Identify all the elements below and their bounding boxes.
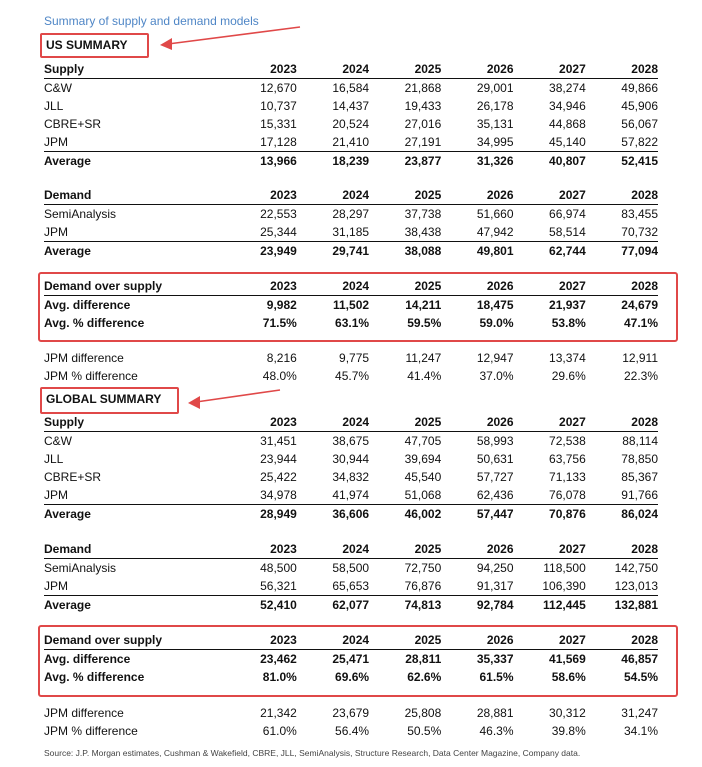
cell-value: 9,775 bbox=[339, 351, 370, 365]
cell-value: 142,750 bbox=[614, 561, 658, 575]
cell-value: 45,906 bbox=[621, 99, 658, 113]
cell-value: 45,140 bbox=[549, 135, 586, 149]
cell-value: 59.0% bbox=[479, 316, 514, 330]
cell-value: 88,114 bbox=[622, 434, 658, 448]
cell-value: 58,500 bbox=[332, 561, 370, 575]
table-row bbox=[44, 486, 658, 505]
cell-value: 61.0% bbox=[262, 724, 297, 738]
section-header: Supply bbox=[44, 413, 225, 432]
cell-value: 28,881 bbox=[476, 706, 514, 720]
cell-value: 76,876 bbox=[404, 579, 442, 593]
row-label: JPM % difference bbox=[44, 369, 138, 383]
cell-value: 62,436 bbox=[476, 488, 514, 502]
cell-value: 66,974 bbox=[549, 207, 586, 221]
row-label: Avg. % difference bbox=[44, 316, 145, 330]
cell-value: 9,982 bbox=[266, 298, 297, 312]
arrow-us-summary bbox=[150, 22, 310, 52]
year-header: 2025 bbox=[369, 60, 441, 79]
table-header-row bbox=[44, 413, 658, 432]
cell-value: 47.1% bbox=[623, 316, 658, 330]
us-supply-table bbox=[44, 60, 658, 170]
year-header: 2028 bbox=[586, 631, 658, 650]
cell-value: 24,679 bbox=[621, 298, 658, 312]
cell-value: 34.1% bbox=[623, 724, 658, 738]
year-header: 2023 bbox=[225, 60, 297, 79]
cell-value: 38,438 bbox=[404, 225, 442, 239]
average-row bbox=[44, 242, 658, 261]
cell-value: 92,784 bbox=[441, 596, 513, 615]
cell-value: 81.0% bbox=[262, 670, 297, 684]
cell-value: 47,705 bbox=[404, 434, 442, 448]
section-header: Demand over supply bbox=[44, 277, 225, 296]
year-header: 2027 bbox=[514, 186, 586, 205]
cell-value: 28,811 bbox=[405, 652, 442, 666]
table-row bbox=[44, 314, 658, 332]
cell-value: 41.4% bbox=[407, 369, 442, 383]
cell-value: 48.0% bbox=[262, 369, 297, 383]
cell-value: 27,016 bbox=[404, 117, 442, 131]
cell-value: 85,367 bbox=[621, 470, 658, 484]
cell-value: 77,094 bbox=[586, 242, 658, 261]
average-row bbox=[44, 152, 658, 171]
cell-value: 132,881 bbox=[586, 596, 658, 615]
year-header: 2026 bbox=[441, 277, 513, 296]
row-label: JPM bbox=[44, 579, 68, 593]
cell-value: 28,949 bbox=[225, 505, 297, 524]
cell-value: 29,001 bbox=[476, 81, 514, 95]
table-row bbox=[44, 367, 658, 385]
row-label: Avg. difference bbox=[44, 298, 131, 312]
cell-value: 34,978 bbox=[260, 488, 297, 502]
global-supply-table bbox=[44, 413, 658, 523]
cell-value: 123,013 bbox=[614, 579, 658, 593]
cell-value: 47,942 bbox=[476, 225, 514, 239]
year-header: 2028 bbox=[586, 186, 658, 205]
cell-value: 57,727 bbox=[476, 470, 514, 484]
year-header: 2026 bbox=[441, 540, 513, 559]
cell-value: 29,741 bbox=[297, 242, 369, 261]
cell-value: 30,944 bbox=[332, 452, 370, 466]
cell-value: 30,312 bbox=[549, 706, 586, 720]
year-header: 2027 bbox=[514, 413, 586, 432]
cell-value: 48,500 bbox=[260, 561, 297, 575]
average-row bbox=[44, 505, 658, 524]
cell-value: 59.5% bbox=[407, 316, 442, 330]
section-header: Demand bbox=[44, 540, 225, 559]
row-label: SemiAnalysis bbox=[44, 561, 117, 575]
row-label: JPM bbox=[44, 488, 68, 502]
cell-value: 8,216 bbox=[266, 351, 297, 365]
year-header: 2028 bbox=[586, 413, 658, 432]
year-header: 2024 bbox=[297, 186, 369, 205]
cell-value: 71.5% bbox=[262, 316, 297, 330]
cell-value: 38,088 bbox=[369, 242, 441, 261]
cell-value: 49,801 bbox=[441, 242, 513, 261]
cell-value: 25,808 bbox=[404, 706, 442, 720]
cell-value: 58,514 bbox=[549, 225, 586, 239]
cell-value: 22,553 bbox=[260, 207, 297, 221]
cell-value: 40,807 bbox=[514, 152, 586, 171]
cell-value: 78,850 bbox=[621, 452, 658, 466]
cell-value: 69.6% bbox=[335, 670, 370, 684]
cell-value: 54.5% bbox=[623, 670, 658, 684]
year-header: 2024 bbox=[297, 60, 369, 79]
year-header: 2026 bbox=[441, 631, 513, 650]
cell-value: 16,584 bbox=[332, 81, 370, 95]
cell-value: 23,679 bbox=[332, 706, 370, 720]
cell-value: 46,002 bbox=[369, 505, 441, 524]
year-header: 2023 bbox=[225, 277, 297, 296]
cell-value: 31,185 bbox=[332, 225, 370, 239]
cell-value: 57,822 bbox=[621, 135, 658, 149]
year-header: 2024 bbox=[297, 540, 369, 559]
cell-value: 19,433 bbox=[404, 99, 442, 113]
cell-value: 37,738 bbox=[404, 207, 442, 221]
year-header: 2025 bbox=[369, 277, 441, 296]
year-header: 2028 bbox=[586, 540, 658, 559]
cell-value: 31,247 bbox=[621, 706, 658, 720]
table-row bbox=[44, 450, 658, 468]
cell-value: 17,128 bbox=[260, 135, 297, 149]
cell-value: 72,538 bbox=[549, 434, 586, 448]
cell-value: 45,540 bbox=[404, 470, 442, 484]
row-label: JPM bbox=[44, 135, 68, 149]
cell-value: 91,317 bbox=[476, 579, 514, 593]
year-header: 2027 bbox=[514, 540, 586, 559]
row-label: JPM % difference bbox=[44, 724, 138, 738]
cell-value: 86,024 bbox=[586, 505, 658, 524]
year-header: 2023 bbox=[225, 540, 297, 559]
cell-value: 76,078 bbox=[549, 488, 586, 502]
cell-value: 12,947 bbox=[476, 351, 514, 365]
page-title: Summary of supply and demand models bbox=[44, 14, 259, 28]
cell-value: 58,993 bbox=[476, 434, 514, 448]
year-header: 2027 bbox=[514, 631, 586, 650]
cell-value: 49,866 bbox=[621, 81, 658, 95]
year-header: 2024 bbox=[297, 631, 369, 650]
year-header: 2025 bbox=[369, 631, 441, 650]
cell-value: 56.4% bbox=[335, 724, 370, 738]
row-label: JPM difference bbox=[44, 351, 124, 365]
table-row bbox=[44, 432, 658, 451]
cell-value: 63,756 bbox=[549, 452, 586, 466]
cell-value: 39,694 bbox=[404, 452, 442, 466]
table-row bbox=[44, 559, 658, 578]
cell-value: 83,455 bbox=[621, 207, 658, 221]
table-row bbox=[44, 468, 658, 486]
year-header: 2025 bbox=[369, 413, 441, 432]
row-label: SemiAnalysis bbox=[44, 207, 117, 221]
year-header: 2025 bbox=[369, 186, 441, 205]
cell-value: 12,670 bbox=[260, 81, 297, 95]
cell-value: 34,832 bbox=[332, 470, 370, 484]
cell-value: 44,868 bbox=[549, 117, 586, 131]
cell-value: 91,766 bbox=[621, 488, 658, 502]
cell-value: 41,569 bbox=[549, 652, 586, 666]
cell-value: 51,068 bbox=[404, 488, 442, 502]
cell-value: 70,876 bbox=[514, 505, 586, 524]
cell-value: 10,737 bbox=[260, 99, 297, 113]
cell-value: 11,502 bbox=[333, 298, 370, 312]
global-demand-over-supply-table bbox=[44, 631, 658, 686]
table-header-row bbox=[44, 60, 658, 79]
cell-value: 52,415 bbox=[586, 152, 658, 171]
cell-value: 13,374 bbox=[549, 351, 586, 365]
cell-value: 28,297 bbox=[332, 207, 370, 221]
row-label: Average bbox=[44, 505, 225, 524]
cell-value: 22.3% bbox=[623, 369, 658, 383]
cell-value: 56,321 bbox=[260, 579, 297, 593]
table-header-row bbox=[44, 186, 658, 205]
cell-value: 36,606 bbox=[297, 505, 369, 524]
table-row bbox=[44, 668, 658, 686]
cell-value: 35,131 bbox=[476, 117, 514, 131]
cell-value: 18,239 bbox=[297, 152, 369, 171]
cell-value: 65,653 bbox=[332, 579, 370, 593]
table-row bbox=[44, 704, 658, 722]
cell-value: 26,178 bbox=[476, 99, 514, 113]
table-header-row bbox=[44, 277, 658, 296]
year-header: 2027 bbox=[514, 277, 586, 296]
cell-value: 46,857 bbox=[621, 652, 658, 666]
year-header: 2025 bbox=[369, 540, 441, 559]
source-note: Source: J.P. Morgan estimates, Cushman & Wakefield, CBRE, JLL, SemiAnalysis, Structure Research, Data Center Magazine, Company data. bbox=[44, 748, 581, 758]
cell-value: 18,475 bbox=[476, 298, 514, 312]
year-header: 2023 bbox=[225, 631, 297, 650]
table-row bbox=[44, 296, 658, 315]
row-label: Avg. difference bbox=[44, 652, 131, 666]
row-label: CBRE+SR bbox=[44, 117, 102, 131]
us-demand-over-supply-table bbox=[44, 277, 658, 332]
table-header-row bbox=[44, 540, 658, 559]
cell-value: 13,966 bbox=[225, 152, 297, 171]
year-header: 2023 bbox=[225, 413, 297, 432]
cell-value: 21,937 bbox=[549, 298, 586, 312]
cell-value: 12,911 bbox=[622, 351, 658, 365]
cell-value: 118,500 bbox=[543, 561, 586, 575]
section-header: Demand bbox=[44, 186, 225, 205]
cell-value: 74,813 bbox=[369, 596, 441, 615]
cell-value: 62,077 bbox=[297, 596, 369, 615]
cell-value: 14,211 bbox=[405, 298, 442, 312]
cell-value: 23,877 bbox=[369, 152, 441, 171]
cell-value: 62,744 bbox=[514, 242, 586, 261]
table-row bbox=[44, 650, 658, 669]
global-jpm-difference-table bbox=[44, 704, 658, 740]
row-label: C&W bbox=[44, 434, 72, 448]
cell-value: 106,390 bbox=[542, 579, 586, 593]
table-row bbox=[44, 97, 658, 115]
cell-value: 23,944 bbox=[260, 452, 297, 466]
cell-value: 70,732 bbox=[621, 225, 658, 239]
cell-value: 21,868 bbox=[404, 81, 442, 95]
row-label: JPM difference bbox=[44, 706, 124, 720]
cell-value: 37.0% bbox=[479, 369, 514, 383]
year-header: 2024 bbox=[297, 413, 369, 432]
year-header: 2026 bbox=[441, 186, 513, 205]
table-row bbox=[44, 79, 658, 98]
cell-value: 23,462 bbox=[260, 652, 297, 666]
cell-value: 35,337 bbox=[476, 652, 514, 666]
table-row bbox=[44, 577, 658, 596]
year-header: 2024 bbox=[297, 277, 369, 296]
cell-value: 112,445 bbox=[514, 596, 586, 615]
cell-value: 62.6% bbox=[407, 670, 442, 684]
cell-value: 20,524 bbox=[332, 117, 370, 131]
cell-value: 29.6% bbox=[551, 369, 586, 383]
row-label: Average bbox=[44, 152, 225, 171]
cell-value: 61.5% bbox=[479, 670, 514, 684]
cell-value: 63.1% bbox=[335, 316, 370, 330]
us-jpm-difference-table bbox=[44, 349, 658, 385]
cell-value: 23,949 bbox=[225, 242, 297, 261]
cell-value: 31,326 bbox=[441, 152, 513, 171]
cell-value: 39.8% bbox=[551, 724, 586, 738]
row-label: Average bbox=[44, 242, 225, 261]
cell-value: 21,342 bbox=[260, 706, 297, 720]
cell-value: 38,274 bbox=[549, 81, 586, 95]
cell-value: 51,660 bbox=[476, 207, 514, 221]
us-demand-table bbox=[44, 186, 658, 260]
global-summary-title: GLOBAL SUMMARY bbox=[40, 387, 179, 414]
row-label: JLL bbox=[44, 99, 64, 113]
cell-value: 15,331 bbox=[260, 117, 297, 131]
table-row bbox=[44, 349, 658, 367]
cell-value: 45.7% bbox=[335, 369, 370, 383]
cell-value: 21,410 bbox=[332, 135, 370, 149]
cell-value: 31,451 bbox=[260, 434, 297, 448]
cell-value: 34,995 bbox=[476, 135, 514, 149]
row-label: JPM bbox=[44, 225, 68, 239]
cell-value: 50.5% bbox=[407, 724, 442, 738]
year-header: 2028 bbox=[586, 277, 658, 296]
table-header-row bbox=[44, 631, 658, 650]
average-row bbox=[44, 596, 658, 615]
year-header: 2028 bbox=[586, 60, 658, 79]
us-summary-title: US SUMMARY bbox=[40, 33, 149, 58]
global-demand-table bbox=[44, 540, 658, 614]
section-header: Supply bbox=[44, 60, 225, 79]
section-header: Demand over supply bbox=[44, 631, 225, 650]
cell-value: 25,422 bbox=[260, 470, 297, 484]
cell-value: 25,344 bbox=[260, 225, 297, 239]
table-row bbox=[44, 115, 658, 133]
year-header: 2026 bbox=[441, 413, 513, 432]
cell-value: 38,675 bbox=[332, 434, 370, 448]
row-label: Average bbox=[44, 596, 225, 615]
cell-value: 71,133 bbox=[549, 470, 586, 484]
arrow-global-summary bbox=[180, 384, 290, 414]
cell-value: 25,471 bbox=[332, 652, 370, 666]
cell-value: 58.6% bbox=[551, 670, 586, 684]
cell-value: 57,447 bbox=[441, 505, 513, 524]
row-label: JLL bbox=[44, 452, 64, 466]
year-header: 2026 bbox=[441, 60, 513, 79]
table-row bbox=[44, 722, 658, 740]
cell-value: 14,437 bbox=[332, 99, 370, 113]
cell-value: 50,631 bbox=[476, 452, 514, 466]
cell-value: 94,250 bbox=[476, 561, 514, 575]
year-header: 2027 bbox=[514, 60, 586, 79]
cell-value: 56,067 bbox=[621, 117, 658, 131]
table-row bbox=[44, 223, 658, 242]
row-label: C&W bbox=[44, 81, 72, 95]
cell-value: 46.3% bbox=[479, 724, 514, 738]
year-header: 2023 bbox=[225, 186, 297, 205]
table-row bbox=[44, 205, 658, 224]
row-label: Avg. % difference bbox=[44, 670, 145, 684]
cell-value: 53.8% bbox=[551, 316, 586, 330]
cell-value: 52,410 bbox=[225, 596, 297, 615]
cell-value: 34,946 bbox=[549, 99, 586, 113]
cell-value: 27,191 bbox=[404, 135, 442, 149]
table-row bbox=[44, 133, 658, 152]
cell-value: 72,750 bbox=[404, 561, 442, 575]
row-label: CBRE+SR bbox=[44, 470, 102, 484]
cell-value: 41,974 bbox=[332, 488, 370, 502]
cell-value: 11,247 bbox=[405, 351, 442, 365]
